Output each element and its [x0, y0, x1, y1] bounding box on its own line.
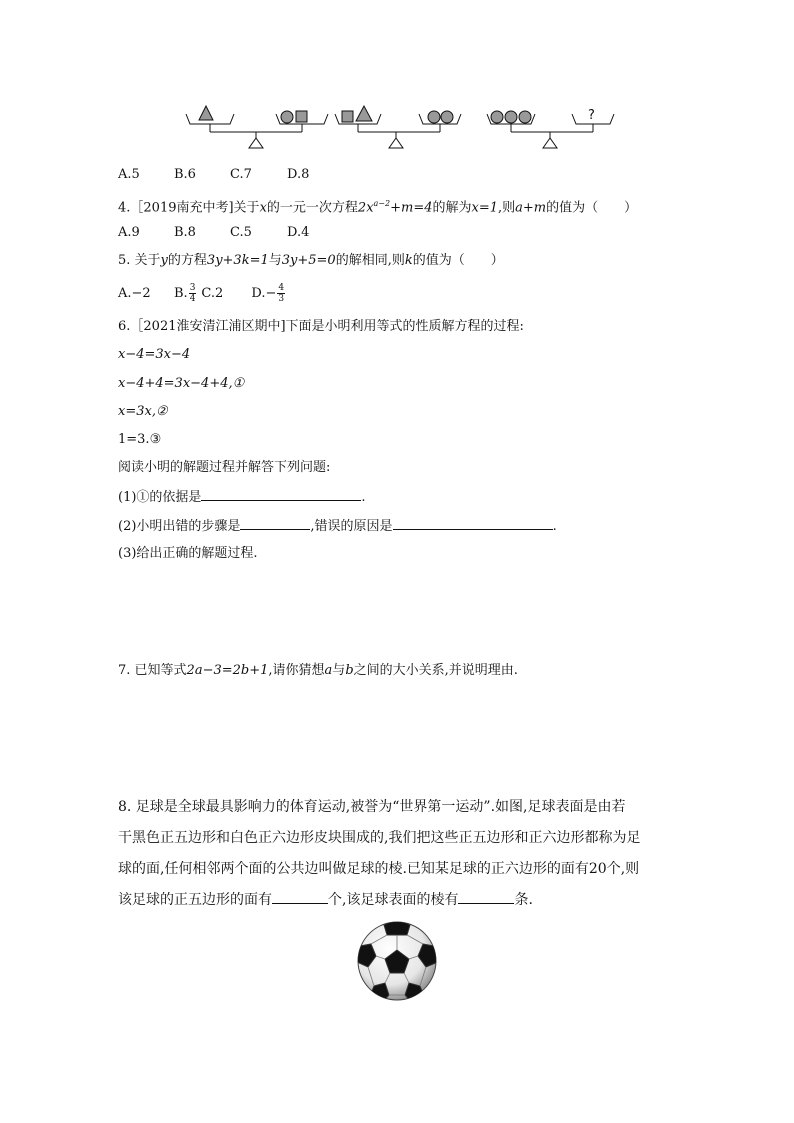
q7-stem — [118, 662, 518, 680]
q8-line: 干黑色正五边形和白色正六边形皮块围成的,我们把这些正五边形和正六边形都称为足 — [118, 830, 641, 846]
q8-text: 个,该足球表面的棱有 — [328, 892, 459, 908]
q8-edge-count-blank[interactable] — [458, 891, 514, 904]
q7-text: 与 — [332, 663, 346, 678]
q4-text: 4.［2019南充中考]关于 — [118, 200, 260, 216]
q3-option-c[interactable]: C.7 — [230, 167, 252, 182]
q5-options — [118, 283, 286, 304]
q6-part-2 — [118, 517, 557, 536]
q6-part-2-text: ,错误的原因是 — [310, 519, 393, 534]
q5-option-a[interactable]: A.−2 — [118, 286, 151, 301]
fraction-numerator: 3 — [189, 283, 196, 293]
q6-step-2: x=3x,② — [118, 404, 168, 419]
fraction-denominator: 3 — [278, 294, 285, 304]
q6-step-3: 1=3.③ — [118, 432, 162, 447]
q6-part-1-answer-blank[interactable] — [201, 488, 361, 501]
q6-part-2-reason-blank[interactable] — [393, 517, 553, 530]
q4-text: ,则 — [498, 200, 516, 216]
balance-scale-1 — [186, 106, 328, 148]
q5-option-c[interactable]: C.2 — [201, 286, 224, 301]
q6-part-1 — [118, 488, 366, 507]
q5-text: 的方程 — [167, 253, 207, 268]
q8-line: 球的面,任何相邻两个面的公共边叫做足球的棱.已知某足球的正六边形的面有20个,则 — [118, 861, 640, 877]
q8-text: 条. — [514, 892, 533, 908]
q7-text: 之间的大小关系,并说明理由. — [353, 663, 518, 678]
q5-text: 的值为（ ） — [412, 253, 504, 268]
soccer-ball-image — [354, 920, 440, 1002]
fraction-numerator: 4 — [278, 283, 285, 293]
q4-exponent: a−2 — [373, 199, 391, 208]
q7-var: a — [324, 663, 333, 678]
q6-step-0: x−4=3x−4 — [118, 347, 191, 362]
q7-text: ,请你猜想 — [268, 663, 325, 678]
q5-option-b[interactable] — [174, 283, 197, 304]
q7-equation: 2a−3=2b+1 — [186, 663, 269, 678]
q4-option-a[interactable]: A.9 — [118, 225, 140, 240]
q3-option-d[interactable]: D.8 — [287, 167, 310, 182]
q5-option-d-label: D.− — [251, 286, 277, 301]
q8-line-with-blanks — [118, 885, 678, 916]
q5-option-b-fraction — [189, 283, 197, 304]
q6-stem: 6.［2021淮安清江浦区期中]下面是小明利用等式的性质解方程的过程: — [118, 319, 524, 334]
q4-option-c[interactable]: C.5 — [230, 225, 252, 240]
q6-part-1-text: . — [361, 490, 366, 505]
q6-part-3: (3)给出正确的解题过程. — [118, 546, 258, 561]
q4-options — [118, 224, 309, 242]
q4-solution: x=1 — [471, 200, 498, 216]
q5-text: 的解相同,则 — [335, 253, 405, 268]
q8-line: 8. 足球是全球最具影响力的体育运动,被誉为“世界第一运动”.如图,足球表面是由若 — [118, 799, 626, 815]
q5-var: y — [160, 253, 168, 268]
balance-scales-figure — [180, 100, 620, 156]
q6-part-2-text: . — [552, 519, 557, 534]
q6-part-2-step-blank[interactable] — [240, 517, 310, 530]
q5-text: 与 — [268, 253, 282, 268]
q4-text: 的一元一次方程 — [266, 200, 358, 216]
q5-stem — [118, 252, 504, 270]
q7-var: b — [345, 663, 354, 678]
q5-var: k — [404, 253, 413, 268]
q4-var: x — [259, 200, 267, 216]
fraction-denominator: 4 — [189, 294, 196, 304]
q5-option-b-label: B. — [174, 286, 188, 301]
q5-text: 5. 关于 — [118, 253, 161, 268]
q5-equation-1: 3y+3k=1 — [206, 253, 269, 268]
q8-text: 该足球的正五边形的面有 — [118, 892, 272, 908]
q7-text: 7. 已知等式 — [118, 663, 187, 678]
q6-instruction: 阅读小明的解题过程并解答下列问题: — [118, 460, 331, 475]
q6-part-2-text: (2)小明出错的步骤是 — [118, 519, 241, 534]
q4-option-d[interactable]: D.4 — [287, 225, 310, 240]
q8-pentagon-count-blank[interactable] — [272, 891, 328, 904]
q5-option-d-fraction — [277, 283, 285, 304]
unknown-question-mark: ? — [588, 108, 595, 123]
q4-stem — [118, 195, 637, 217]
q3-options — [118, 166, 309, 184]
q4-option-b[interactable]: B.8 — [174, 225, 196, 240]
q4-text: 的解为 — [432, 200, 472, 216]
q6-part-1-text: (1)①的依据是 — [118, 490, 202, 505]
q3-option-a[interactable]: A.5 — [118, 167, 140, 182]
q6-step-1: x−4+4=3x−4+4,① — [118, 376, 245, 391]
q3-option-b[interactable]: B.6 — [174, 167, 196, 182]
q4-text: 的值为（ ） — [546, 200, 638, 216]
q4-equation: +m=4 — [390, 200, 433, 216]
balance-scale-3 — [487, 111, 614, 148]
q5-equation-2: 3y+5=0 — [281, 253, 336, 268]
q5-option-d[interactable] — [251, 283, 286, 304]
q8-paragraph — [118, 792, 678, 916]
q4-expression: a+m — [515, 200, 547, 216]
balance-scale-2 — [335, 106, 461, 148]
q4-equation: 2x — [357, 200, 374, 216]
